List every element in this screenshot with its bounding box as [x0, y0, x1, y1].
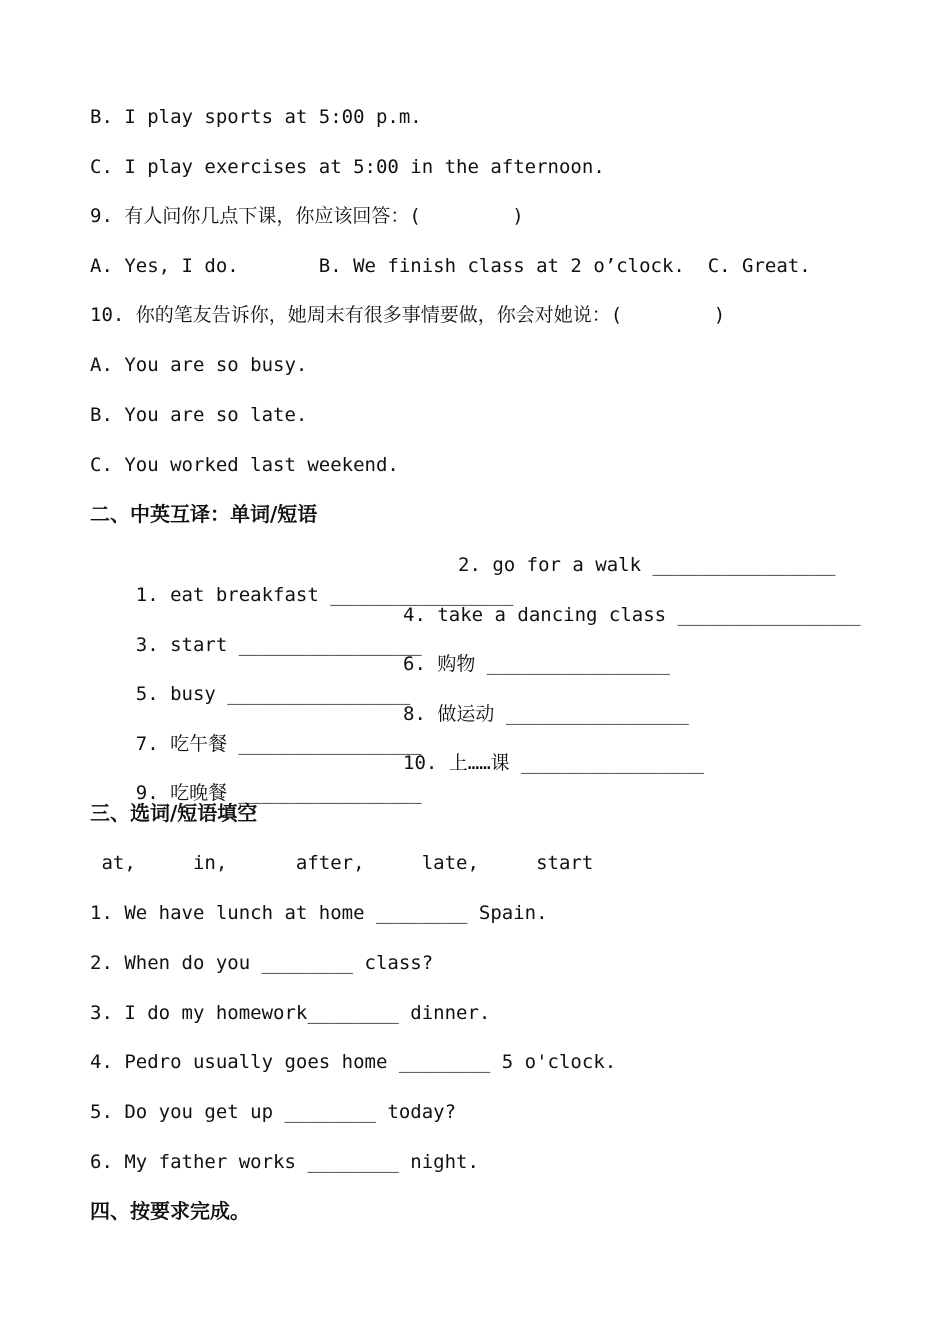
fill-blank-5: 5. Do you get up ________ today? — [90, 1101, 457, 1123]
translate-item-10: 10. 上……课 ________________ — [403, 752, 705, 774]
word-bank: at, in, after, late, start — [90, 852, 594, 874]
translate-item-3: 3. start ________________ — [135, 634, 422, 656]
translate-row-4 — [90, 699, 910, 755]
fill-blank-4: 4. Pedro usually goes home ________ 5 o'clock. — [90, 1051, 617, 1073]
section2-heading: 二、中英互译：单词/短语 — [90, 502, 318, 526]
fill-blank-3: 3. I do my homework________ dinner. — [90, 1002, 491, 1024]
section3-heading: 三、选词/短语填空 — [90, 801, 258, 825]
translate-row-1 — [90, 550, 910, 606]
translate-item-9: 9. 吃晚餐 ________________ — [135, 782, 422, 804]
translate-row-3 — [90, 649, 910, 705]
q9-options: A. Yes, I do. B. We finish class at 2 o’clock. C. Great. — [90, 255, 811, 277]
q9-question: 9. 有人问你几点下课，你应该回答：( ) — [90, 205, 524, 227]
translate-row-5 — [90, 748, 910, 804]
section4-heading: 四、按要求完成。 — [90, 1199, 250, 1223]
q8-option-c: C. I play exercises at 5:00 in the afternoon. — [90, 156, 605, 178]
translate-item-1: 1. eat breakfast ________________ — [135, 584, 514, 606]
translate-row-2 — [90, 600, 910, 656]
q8-option-b: B. I play sports at 5:00 p.m. — [90, 106, 422, 128]
translate-item-6: 6. 购物 ________________ — [403, 653, 670, 675]
translate-item-8: 8. 做运动 ________________ — [403, 703, 689, 725]
fill-blank-6: 6. My father works ________ night. — [90, 1151, 479, 1173]
translate-item-5: 5. busy ________________ — [135, 683, 411, 705]
translate-item-7: 7. 吃午餐 ________________ — [135, 733, 422, 755]
q10-option-c: C. You worked last weekend. — [90, 454, 399, 476]
translate-item-4: 4. take a dancing class ________________ — [403, 604, 861, 626]
q10-option-a: A. You are so busy. — [90, 354, 308, 376]
translate-item-2: 2. go for a walk ________________ — [458, 554, 836, 576]
q10-question: 10. 你的笔友告诉你，她周末有很多事情要做，你会对她说：( ) — [90, 304, 726, 326]
fill-blank-1: 1. We have lunch at home ________ Spain. — [90, 902, 548, 924]
q10-option-b: B. You are so late. — [90, 404, 308, 426]
fill-blank-2: 2. When do you ________ class? — [90, 952, 434, 974]
